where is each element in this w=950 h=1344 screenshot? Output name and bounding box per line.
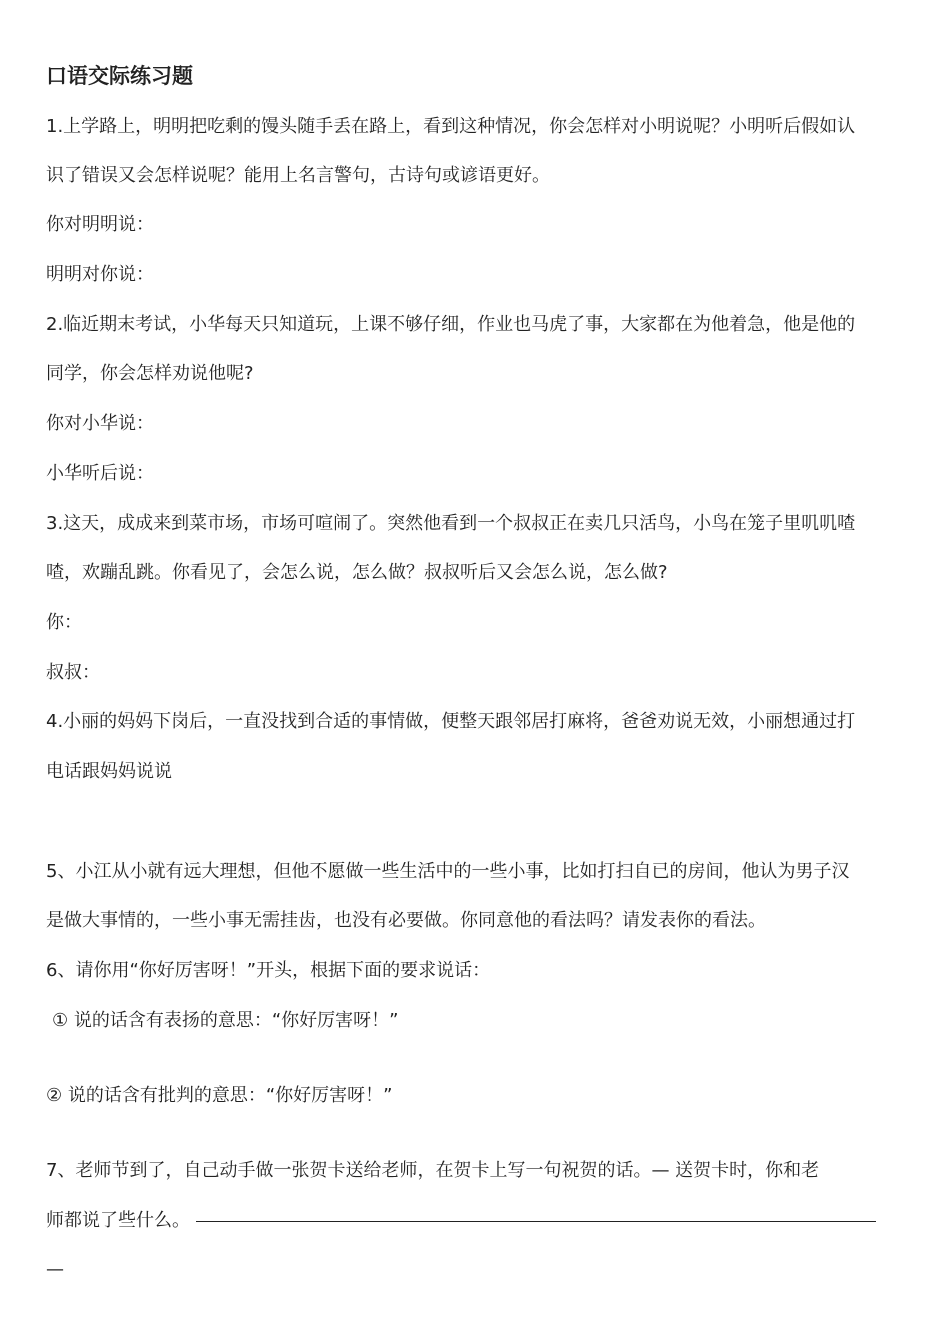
q6-item-criticism: ② 说的话含有批判的意思：“你好厉害呀！” (46, 1085, 393, 1106)
q5-line-1: 5、小江从小就有远大理想，但他不愿做一些生活中的一些小事，比如打扫自已的房间，他认为男子汉 (46, 861, 850, 882)
q7-line-1: 7、老师节到了，自己动手做一张贺卡送给老师，在贺卡上写一句祝贺的话。— 送贺卡时，你和老 (46, 1160, 820, 1181)
q6-item-praise: ① 说的话含有表扬的意思：“你好厉害呀！” (52, 1010, 399, 1031)
q3-answer-1: 你： (46, 612, 82, 633)
q2-line-2: 同学，你会怎样劝说他呢? (46, 363, 254, 384)
q7-line-3: — (46, 1259, 64, 1280)
q7-line-2: 师都说了些什么。 (46, 1210, 190, 1231)
q4-line-2: 电话跟妈妈说说 (46, 761, 172, 782)
q6-line-1: 6、请你用“你好厉害呀！”开头，根据下面的要求说话： (46, 960, 491, 981)
q3-answer-2: 叔叔： (46, 662, 100, 683)
q2-answer-2: 小华听后说： (46, 463, 154, 484)
q2-answer-1: 你对小华说： (46, 413, 154, 434)
page-title: 口语交际练习题 (46, 64, 193, 88)
q1-line-1: 1.上学路上，明明把吃剩的馒头随手丢在路上，看到这种情况，你会怎样对小明说呢？小明听后假如认 (46, 116, 856, 137)
q3-line-2: 喳，欢蹦乱跳。你看见了，会怎么说，怎么做？叔叔听后又会怎么说，怎么做? (46, 562, 668, 583)
q5-line-2: 是做大事情的，一些小事无需挂齿，也没有必要做。你同意他的看法吗？请发表你的看法。 (46, 910, 766, 931)
q1-answer-2: 明明对你说： (46, 264, 154, 285)
q2-line-1: 2.临近期末考试，小华每天只知道玩，上课不够仔细，作业也马虎了事，大家都在为他着急，他是他的 (46, 314, 856, 335)
q7-line-2-row (46, 1206, 876, 1236)
q4-line-1: 4.小丽的妈妈下岗后，一直没找到合适的事情做，便整天跟邻居打麻将，爸爸劝说无效，小丽想通过打 (46, 711, 856, 732)
q1-line-2: 识了错误又会怎样说呢？能用上名言警句，古诗句或谚语更好。 (46, 165, 550, 186)
q3-line-1: 3.这天，成成来到菜市场，市场可喧闹了。突然他看到一个叔叔正在卖几只活鸟，小鸟在笼子里叽叽喳 (46, 513, 856, 534)
answer-blank-line (196, 1221, 876, 1222)
q1-answer-1: 你对明明说： (46, 214, 154, 235)
